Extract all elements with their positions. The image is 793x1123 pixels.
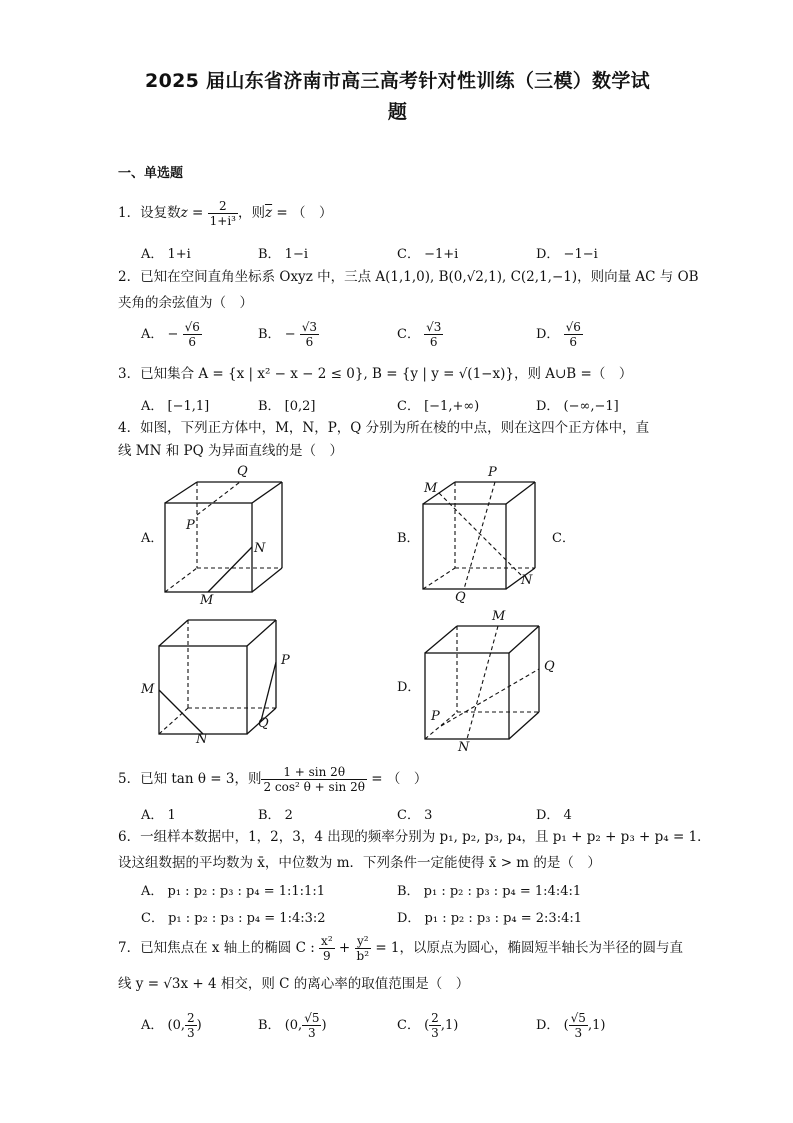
q7-option-a-label: A． — [141, 1018, 164, 1033]
q2-option-c-num: √3 — [426, 320, 442, 334]
q7-option-d-den: 3 — [574, 1026, 583, 1040]
q2-option-b-num: √3 — [301, 320, 318, 334]
q1-eq: = — [187, 205, 208, 221]
q7-text: 7．已知焦点在 x 轴上的椭圆 C : — [118, 940, 320, 956]
q7-option-b-post: ) — [321, 1018, 327, 1033]
q5-option-b[interactable]: B． 2 — [258, 808, 293, 823]
q7-fraction-y-den: b² — [356, 949, 370, 963]
q2-option-b[interactable] — [258, 320, 319, 349]
q1-conjugate: $\overline{z}$ — [264, 205, 273, 221]
q6-option-d[interactable]: D． p₁ : p₂ : p₃ : p₄ = 2:3:4:1 — [397, 911, 583, 926]
q5-option-d[interactable]: D． 4 — [536, 808, 572, 823]
q5-option-a[interactable]: A． 1 — [141, 808, 176, 823]
point-n: N — [521, 573, 533, 588]
q7-option-b-label: B． — [258, 1018, 281, 1033]
q7-option-d-pre: ( — [563, 1018, 569, 1033]
question-4-line-2: 线 MN 和 PQ 为异面直线的是（ ） — [118, 443, 343, 459]
q2-option-d[interactable] — [536, 320, 583, 349]
q2-option-a-den: 6 — [188, 335, 197, 349]
point-q: Q — [237, 464, 248, 479]
q1-denominator: 1+i³ — [209, 214, 236, 228]
q3-option-a[interactable]: A． [−1,1] — [141, 399, 210, 414]
q5-text-b: = （ ） — [366, 771, 428, 787]
q2-option-c-label: C． — [397, 327, 420, 342]
fig-c-label: C． — [552, 531, 575, 546]
cube-c-svg — [152, 612, 292, 747]
q3-option-c[interactable]: C． [−1,+∞) — [397, 399, 480, 414]
q1-var: z — [180, 205, 188, 221]
q6-option-b[interactable]: B． p₁ : p₂ : p₃ : p₄ = 1:4:4:1 — [397, 884, 582, 899]
point-n: N — [196, 732, 208, 747]
q7-option-c-den: 3 — [431, 1026, 439, 1040]
q7-option-b-fraction — [302, 1011, 321, 1040]
q2-option-c-den: 6 — [429, 335, 438, 349]
question-6-line-2: 设这组数据的平均数为 x̄，中位数为 m．下列条件一定能使得 x̄ > m 的是（ ） — [118, 855, 601, 871]
point-m: M — [200, 593, 214, 608]
q2-option-c[interactable] — [397, 320, 443, 349]
q7-option-a-den: 3 — [187, 1026, 195, 1040]
q7-option-b[interactable] — [258, 1011, 327, 1040]
cube-d-svg — [420, 608, 560, 743]
point-q: Q — [544, 659, 555, 674]
question-6-line-1: 6．一组样本数据中，1，2，3，4 出现的频率分别为 p₁, p₂, p₃, p₄，且 p₁ + p₂ + p₃ + p₄ = 1． — [118, 829, 711, 845]
point-q: Q — [455, 590, 466, 605]
point-m: M — [492, 609, 506, 624]
question-1 — [118, 199, 333, 228]
q7-option-c-num: 2 — [431, 1011, 439, 1025]
section-heading: 一、单选题 — [118, 166, 184, 181]
q7-option-d[interactable] — [536, 1011, 605, 1040]
point-q: Q — [258, 716, 269, 731]
q6-option-a[interactable]: A． p₁ : p₂ : p₃ : p₄ = 1:1:1:1 — [141, 884, 325, 899]
question-7-line-2: 线 y = √3x + 4 相交，则 C 的离心率的取值范围是（ ） — [118, 976, 470, 992]
q1-option-a[interactable]: A． 1+i — [141, 247, 191, 262]
cube-figure-a — [160, 464, 290, 609]
question-5 — [118, 765, 427, 794]
q7-option-c[interactable] — [397, 1011, 458, 1040]
q1-text-b: ，则 — [237, 205, 265, 221]
q2-option-a[interactable] — [141, 320, 202, 349]
q2-option-d-fraction — [564, 320, 583, 349]
q7-option-a-pre: (0, — [167, 1018, 186, 1033]
question-3: 3．已知集合 A = {x | x² − x − 2 ≤ 0}, B = {y | y = √(1−x)}，则 A∪B =（ ） — [118, 366, 633, 382]
q2-option-b-label: B． — [258, 327, 281, 342]
q7-fraction-x-num: x² — [321, 934, 333, 948]
q7-option-b-den: 3 — [308, 1026, 316, 1040]
q7-option-d-fraction — [569, 1011, 588, 1040]
q2-option-a-num: √6 — [184, 320, 200, 334]
q7-text-b: = 1，以原点为圆心，椭圆短半轴长为半径的圆与直 — [371, 940, 684, 956]
q7-option-a-post: ) — [196, 1018, 202, 1033]
q5-denominator: 2 cos² θ + sin 2θ — [263, 780, 365, 794]
q5-fraction — [261, 765, 366, 794]
point-m: M — [424, 481, 438, 496]
cube-figure-d — [420, 608, 560, 755]
q2-option-a-sign: − — [167, 327, 179, 342]
point-p: P — [431, 709, 440, 724]
fig-a-label: A． — [141, 531, 164, 546]
q6-option-c[interactable]: C． p₁ : p₂ : p₃ : p₄ = 1:4:3:2 — [141, 911, 326, 926]
q1-option-c[interactable]: C． −1+i — [397, 247, 459, 262]
q7-option-d-label: D． — [536, 1018, 560, 1033]
point-p: P — [186, 518, 195, 533]
point-p: P — [281, 653, 290, 668]
q2-option-d-den: 6 — [569, 335, 578, 349]
q7-option-a-num: 2 — [187, 1011, 195, 1025]
q7-option-d-post: ,1) — [587, 1018, 606, 1033]
cube-a-svg — [160, 470, 290, 605]
q7-fraction-y — [355, 934, 372, 963]
q7-option-c-post: ,1) — [440, 1018, 459, 1033]
q2-option-b-fraction — [300, 320, 319, 349]
q1-option-b[interactable]: B． 1−i — [258, 247, 309, 262]
q2-option-d-num: √6 — [565, 320, 581, 334]
q7-fraction-y-num: y² — [355, 934, 372, 949]
q5-numerator: 1 + sin 2θ — [261, 765, 366, 780]
q7-option-c-label: C． — [397, 1018, 420, 1033]
q1-text: 1．设复数 — [118, 205, 181, 221]
fig-d-label: D． — [397, 680, 421, 695]
point-n: N — [458, 740, 470, 755]
q3-option-d[interactable]: D． (−∞,−1] — [536, 399, 619, 414]
q7-option-d-num: √5 — [570, 1011, 586, 1025]
q1-fraction — [208, 199, 238, 228]
q7-option-a-fraction — [185, 1011, 197, 1040]
question-7-line-1 — [118, 934, 683, 963]
q7-option-b-pre: (0, — [284, 1018, 303, 1033]
point-p: P — [488, 465, 497, 480]
q2-option-a-fraction — [183, 320, 202, 349]
q2-option-b-sign: − — [284, 327, 296, 342]
q7-option-c-fraction — [429, 1011, 441, 1040]
question-2-line-1: 2．已知在空间直角坐标系 Oxyz 中，三点 A(1,1,0), B(0,√2,1), C(2,1,−1)，则向量 AC 与 OB — [118, 269, 699, 285]
cube-figure-b — [418, 465, 548, 604]
point-n: N — [254, 541, 266, 556]
q7-fraction-x-den: 9 — [323, 949, 331, 963]
q2-option-c-fraction — [424, 320, 443, 349]
q2-option-d-label: D． — [536, 327, 560, 342]
title-line-2: 题 — [387, 101, 408, 123]
page-title — [110, 66, 685, 128]
q7-plus: + — [334, 940, 355, 956]
title-line-1: 2025 届山东省济南市高三高考针对性训练（三模）数学试 — [145, 70, 650, 92]
q7-option-b-num: √5 — [304, 1011, 320, 1025]
fig-b-label: B． — [397, 531, 420, 546]
question-4-line-1: 4．如图，下列正方体中，M，N，P，Q 分别为所在棱的中点，则在这四个正方体中，直 — [118, 420, 650, 436]
q5-option-c[interactable]: C． 3 — [397, 808, 433, 823]
q1-numerator: 2 — [208, 199, 238, 214]
q7-option-c-pre: ( — [424, 1018, 430, 1033]
q2-option-b-den: 6 — [305, 335, 314, 349]
cube-figure-c — [141, 612, 292, 751]
q7-fraction-x — [319, 934, 335, 963]
q5-text: 5．已知 tan θ = 3，则 — [118, 771, 262, 787]
q1-option-d[interactable]: D． −1−i — [536, 247, 598, 262]
point-m: M — [141, 682, 155, 697]
q2-option-a-label: A． — [141, 327, 164, 342]
q3-option-b[interactable]: B． [0,2] — [258, 399, 316, 414]
q1-text-c: = （ ） — [272, 205, 333, 221]
question-2-line-2: 夹角的余弦值为（ ） — [118, 295, 253, 311]
q7-option-a[interactable] — [141, 1011, 202, 1040]
